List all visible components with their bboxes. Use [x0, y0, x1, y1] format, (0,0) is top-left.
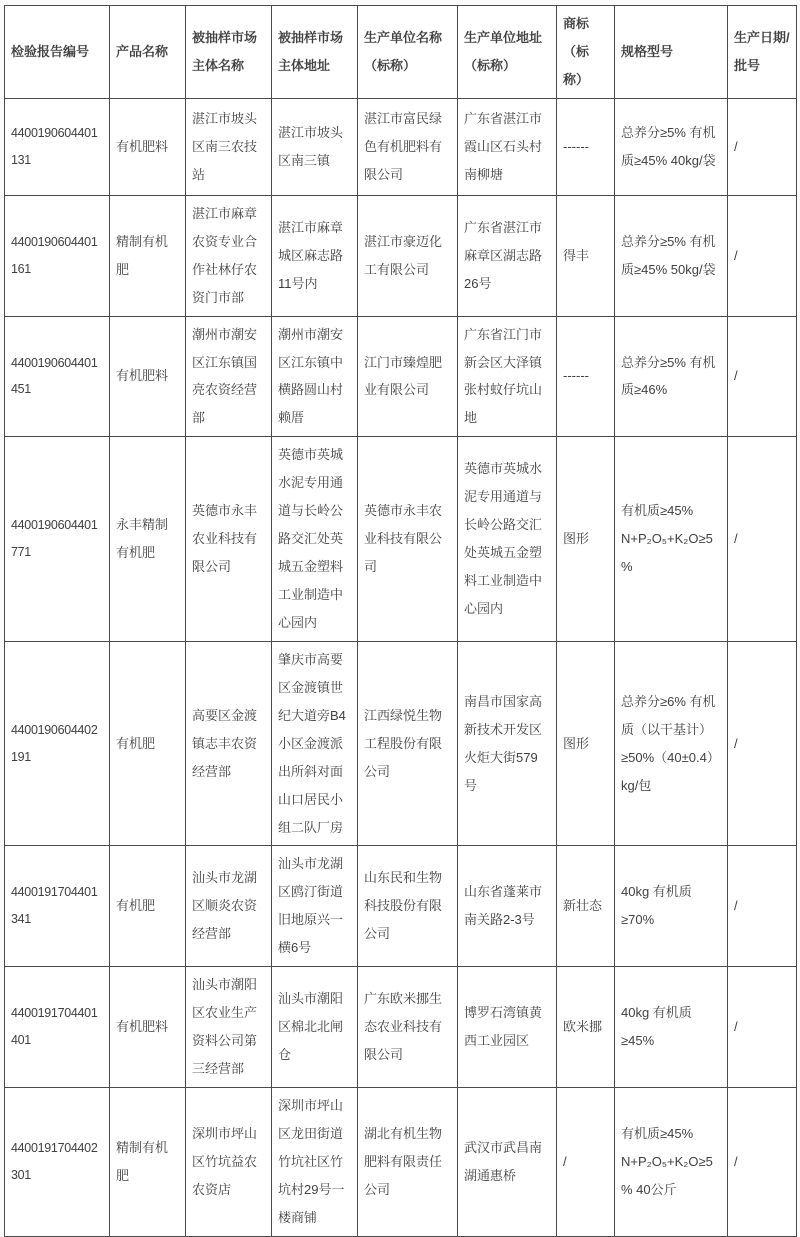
spec-model-cell: 有机质≥45% N+P₂O₅+K₂O≥5% 40公斤	[615, 1087, 728, 1236]
market-entity-name-cell: 高要区金渡镇志丰农资经营部	[186, 641, 272, 846]
report-no-cell: 4400191704401341	[5, 846, 110, 967]
trademark-cell: ------	[557, 98, 615, 195]
market-entity-name-cell: 湛江市麻章农资专业合作社林仔农资门市部	[186, 195, 272, 316]
table-row	[5, 641, 797, 846]
market-entity-address-cell: 英德市英城水泥专用通道与长岭公路交汇处英城五金塑料工业制造中心园内	[272, 437, 358, 642]
spec-model-cell: 总养分≥6% 有机质（以干基计）≥50%（40±0.4）kg/包	[615, 641, 728, 846]
product-name-cell: 有机肥料	[110, 98, 186, 195]
market-entity-address-cell: 湛江市麻章城区麻志路11号内	[272, 195, 358, 316]
producer-address-cell: 广东省湛江市霞山区石头村南柳塘	[458, 98, 557, 195]
product-name-cell: 永丰精制有机肥	[110, 437, 186, 642]
market-entity-name-cell: 潮州市潮安区江东镇国亮农资经营部	[186, 316, 272, 437]
inspection-report-table	[4, 5, 797, 1237]
market-entity-address-cell: 潮州市潮安区江东镇中横路圆山村赖厝	[272, 316, 358, 437]
producer-name-cell: 广东欧米挪生态农业科技有限公司	[358, 967, 458, 1088]
market-entity-name-cell: 汕头市龙湖区顺炎农资经营部	[186, 846, 272, 967]
producer-address-cell: 武汉市武昌南湖通惠桥	[458, 1087, 557, 1236]
market-entity-name-cell: 汕头市潮阳区农业生产资料公司第三经营部	[186, 967, 272, 1088]
table-row	[5, 316, 797, 437]
market-entity-address-cell: 湛江市坡头区南三镇	[272, 98, 358, 195]
producer-name-cell: 湛江市豪迈化工有限公司	[358, 195, 458, 316]
market-entity-name-cell: 湛江市坡头区南三农技站	[186, 98, 272, 195]
product-name-cell: 有机肥	[110, 641, 186, 846]
spec-model-cell: 有机质≥45% N+P₂O₅+K₂O≥5%	[615, 437, 728, 642]
col-header-market-entity-address: 被抽样市场主体地址	[272, 6, 358, 99]
report-no-cell: 4400190604402191	[5, 641, 110, 846]
table-row	[5, 437, 797, 642]
report-no-cell: 4400190604401771	[5, 437, 110, 642]
producer-address-cell: 南昌市国家高新技术开发区火炬大街579号	[458, 641, 557, 846]
trademark-cell: 图形	[557, 641, 615, 846]
producer-address-cell: 广东省湛江市麻章区湖志路26号	[458, 195, 557, 316]
production-date-batch-cell: /	[728, 1087, 797, 1236]
market-entity-name-cell: 深圳市坪山区竹坑益农农资店	[186, 1087, 272, 1236]
col-header-producer-address: 生产单位地址（标称）	[458, 6, 557, 99]
production-date-batch-cell: /	[728, 98, 797, 195]
report-no-cell: 4400190604401161	[5, 195, 110, 316]
header-row	[5, 6, 797, 99]
production-date-batch-cell: /	[728, 641, 797, 846]
product-name-cell: 精制有机肥	[110, 195, 186, 316]
table-row	[5, 846, 797, 967]
col-header-spec-model: 规格型号	[615, 6, 728, 99]
producer-name-cell: 湛江市富民绿色有机肥料有限公司	[358, 98, 458, 195]
spec-model-cell: 总养分≥5% 有机质≥45% 40kg/袋	[615, 98, 728, 195]
product-name-cell: 有机肥料	[110, 967, 186, 1088]
market-entity-address-cell: 深圳市坪山区龙田街道竹坑社区竹坑村29号一楼商铺	[272, 1087, 358, 1236]
col-header-producer-name: 生产单位名称（标称）	[358, 6, 458, 99]
spec-model-cell: 40kg 有机质≥45%	[615, 967, 728, 1088]
report-no-cell: 4400190604401131	[5, 98, 110, 195]
table-row	[5, 967, 797, 1088]
product-name-cell: 有机肥料	[110, 316, 186, 437]
producer-name-cell: 山东民和生物科技股份有限公司	[358, 846, 458, 967]
production-date-batch-cell: /	[728, 316, 797, 437]
producer-name-cell: 江门市臻煌肥业有限公司	[358, 316, 458, 437]
table-row	[5, 1087, 797, 1236]
col-header-market-entity-name: 被抽样市场主体名称	[186, 6, 272, 99]
market-entity-address-cell: 汕头市潮阳区棉北北闸仓	[272, 967, 358, 1088]
report-no-cell: 4400190604401451	[5, 316, 110, 437]
spec-model-cell: 总养分≥5% 有机质≥45% 50kg/袋	[615, 195, 728, 316]
production-date-batch-cell: /	[728, 967, 797, 1088]
market-entity-name-cell: 英德市永丰农业科技有限公司	[186, 437, 272, 642]
spec-model-cell: 40kg 有机质≥70%	[615, 846, 728, 967]
spec-model-cell: 总养分≥5% 有机质≥46%	[615, 316, 728, 437]
production-date-batch-cell: /	[728, 437, 797, 642]
table-row	[5, 98, 797, 195]
product-name-cell: 有机肥	[110, 846, 186, 967]
col-header-report-no: 检验报告编号	[5, 6, 110, 99]
producer-address-cell: 广东省江门市新会区大泽镇张村蚊仔坑山地	[458, 316, 557, 437]
trademark-cell: 新壮态	[557, 846, 615, 967]
producer-name-cell: 江西绿悦生物工程股份有限公司	[358, 641, 458, 846]
producer-address-cell: 山东省蓬莱市南关路2-3号	[458, 846, 557, 967]
production-date-batch-cell: /	[728, 846, 797, 967]
producer-name-cell: 英德市永丰农业科技有限公司	[358, 437, 458, 642]
col-header-product-name: 产品名称	[110, 6, 186, 99]
trademark-cell: 图形	[557, 437, 615, 642]
product-name-cell: 精制有机肥	[110, 1087, 186, 1236]
producer-name-cell: 湖北有机生物肥料有限责任公司	[358, 1087, 458, 1236]
market-entity-address-cell: 汕头市龙湖区鸥汀街道旧地原兴一横6号	[272, 846, 358, 967]
table-row	[5, 195, 797, 316]
producer-address-cell: 英德市英城水泥专用通道与长岭公路交汇处英城五金塑料工业制造中心园内	[458, 437, 557, 642]
trademark-cell: 欧米挪	[557, 967, 615, 1088]
trademark-cell: ------	[557, 316, 615, 437]
col-header-production-date-batch: 生产日期/批号	[728, 6, 797, 99]
production-date-batch-cell: /	[728, 195, 797, 316]
report-no-cell: 4400191704402301	[5, 1087, 110, 1236]
col-header-trademark: 商标（标称）	[557, 6, 615, 99]
producer-address-cell: 博罗石湾镇黄西工业园区	[458, 967, 557, 1088]
trademark-cell: 得丰	[557, 195, 615, 316]
trademark-cell: /	[557, 1087, 615, 1236]
report-no-cell: 4400191704401401	[5, 967, 110, 1088]
market-entity-address-cell: 肇庆市高要区金渡镇世纪大道旁B4小区金渡派出所斜对面山口居民小组二队厂房	[272, 641, 358, 846]
